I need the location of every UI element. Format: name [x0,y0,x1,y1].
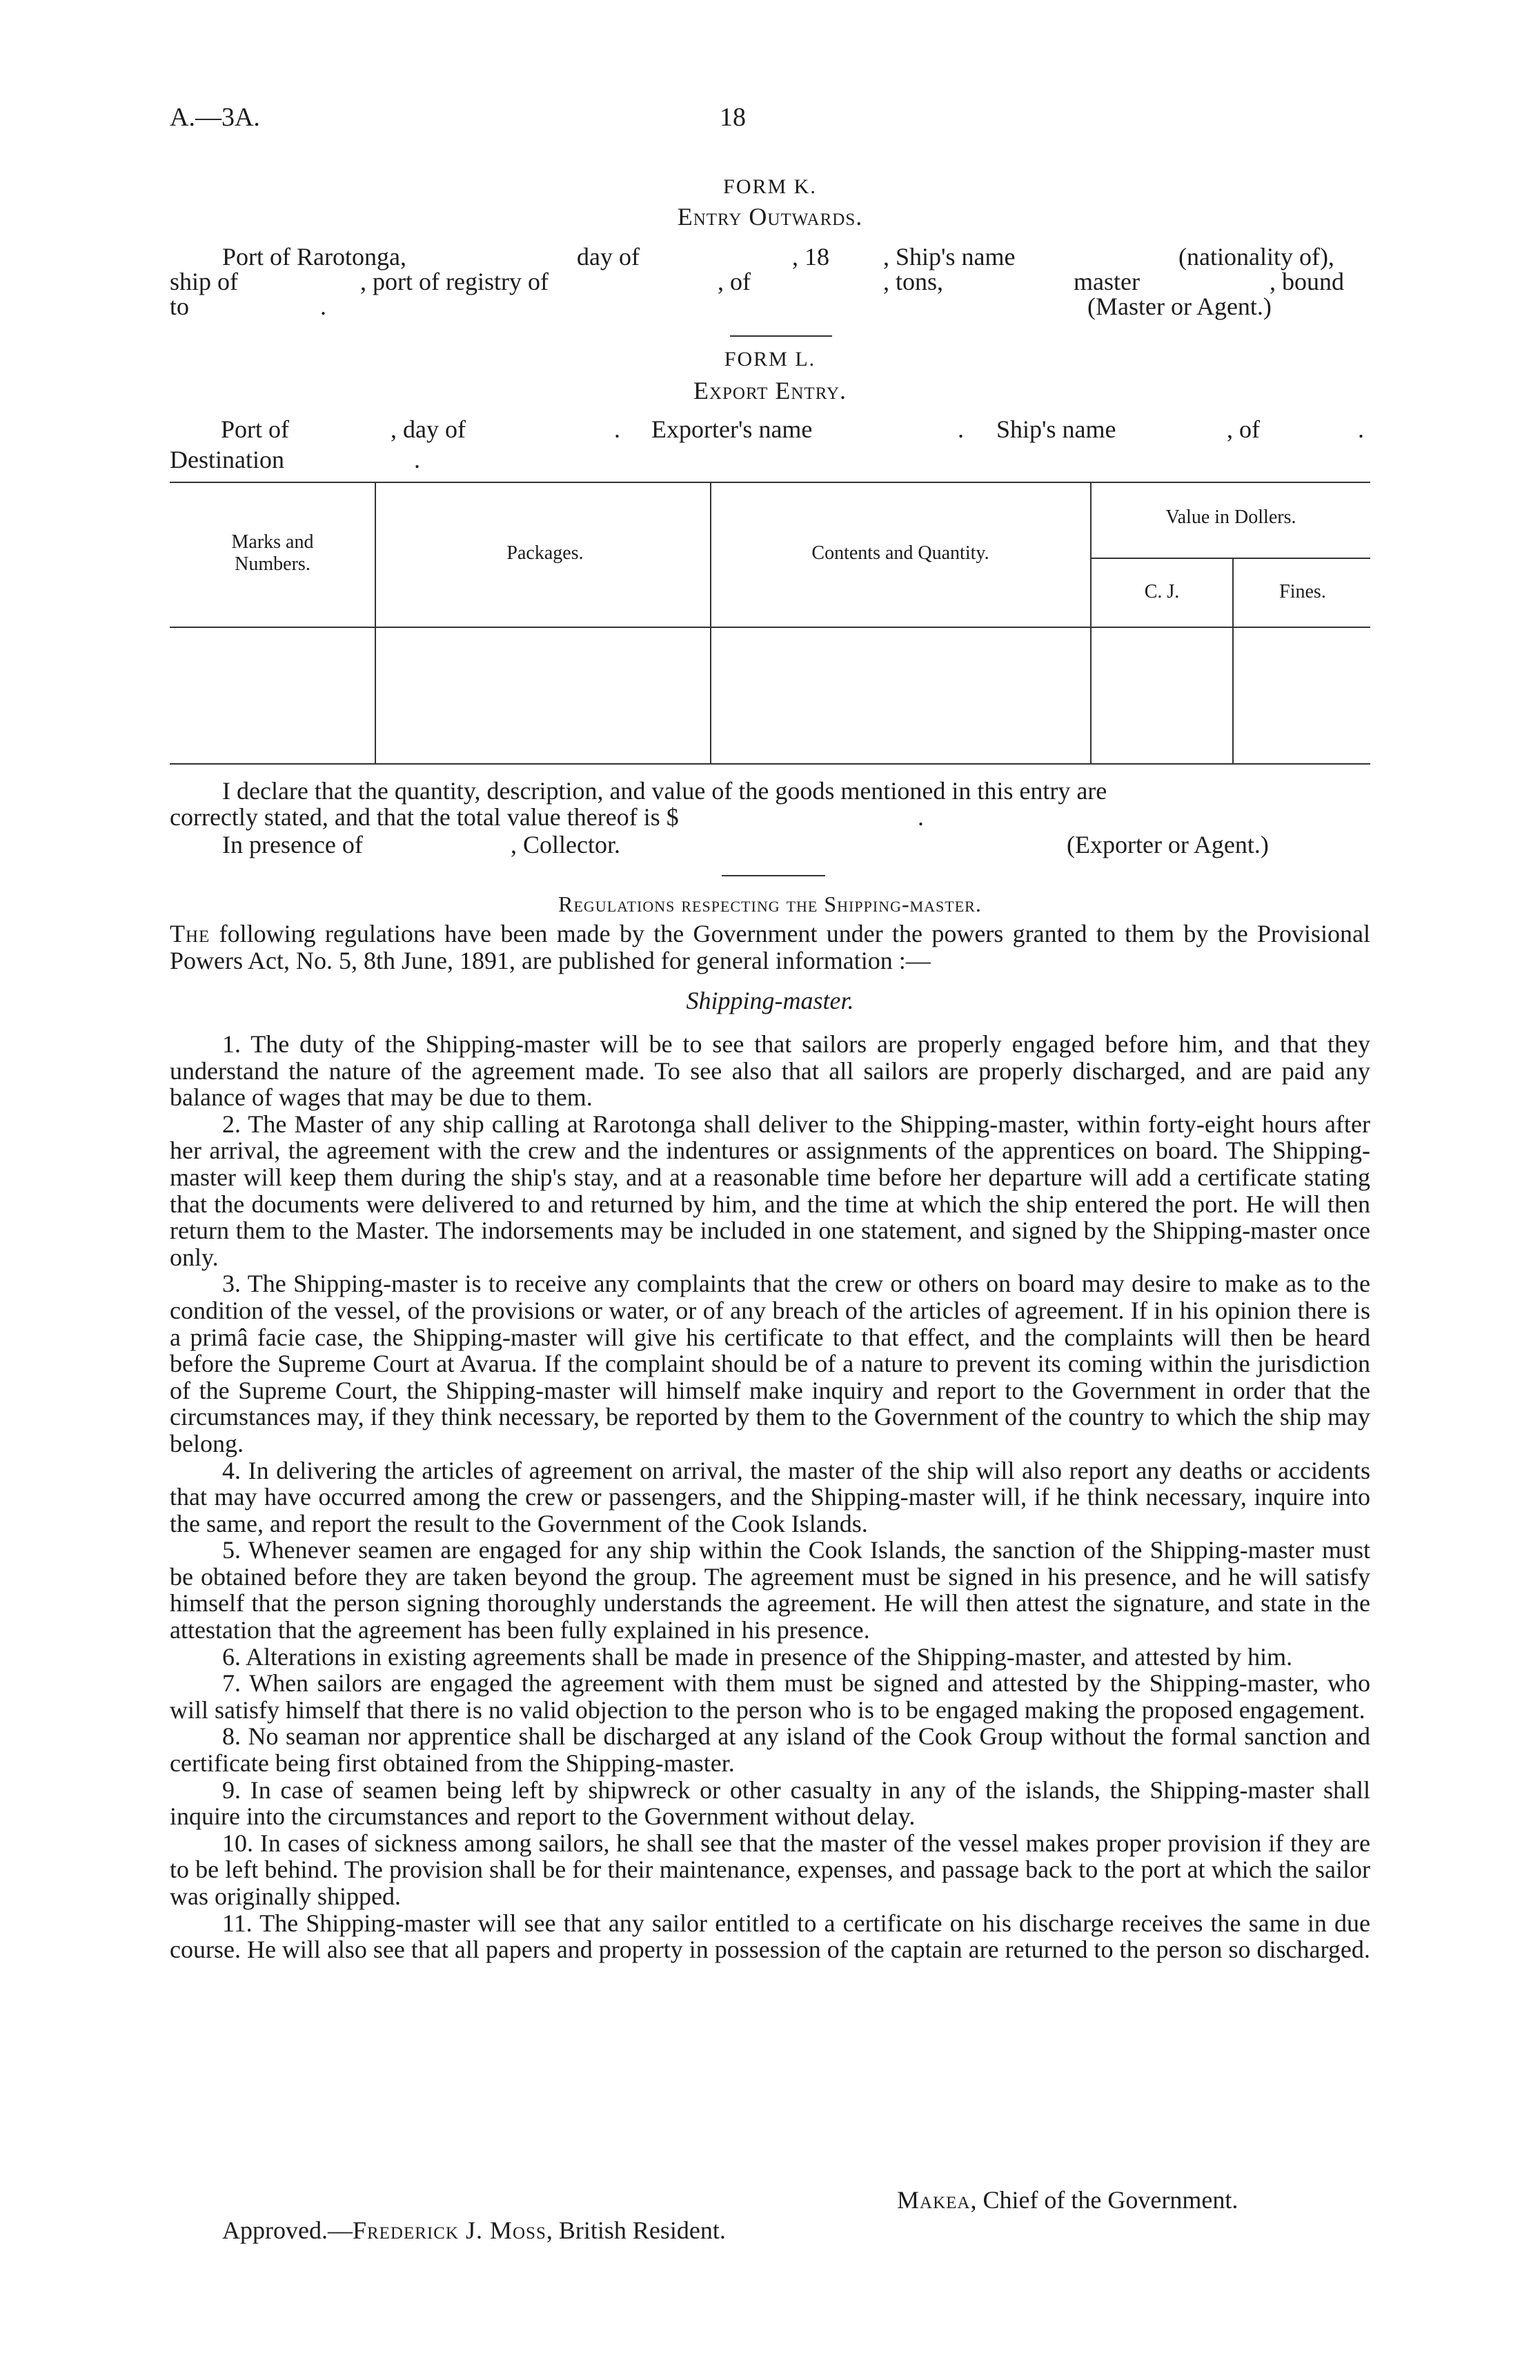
signature-name: Makea [897,2186,971,2214]
form-k-nationality-label: (nationality of), [1178,243,1334,271]
form-l-of-label: , of [1227,415,1260,443]
form-k-tons-label: , tons, [883,268,944,295]
table-column-divider [1090,482,1092,764]
regulation-item: 4. In delivering the articles of agreement on arrival, the master of the ship will also report any deaths or accidents that may have occurred among the crew or passengers, and the Shipping-master will, if he think necessary, inquire into the same, and report the result to the Government of the Cook Islands. [170,1456,1370,1537]
regulations-list [170,1031,1370,1963]
form-l-destination-label: Destination [170,446,284,473]
form-k-of-label: , of [718,268,751,295]
declaration-line-2: correctly stated, and that the total value thereof is $ [170,803,679,831]
table-top-rule [170,482,1370,483]
exporter-or-agent: (Exporter or Agent.) [1067,831,1269,858]
table-header-rule [170,627,1370,628]
form-k-registry-label: , port of registry of [360,268,549,295]
value-subheader-rule [1090,558,1370,559]
form-l-title: FORM L. [724,348,816,371]
form-k-ship-of-label: ship of [170,268,238,295]
approved-label: Approved.— [222,2216,353,2244]
presence-label: In presence of [222,831,363,858]
regulations-heading: Regulations respecting the Shipping-master. [558,892,982,916]
approved-name: Frederick J. Moss [352,2216,546,2244]
collector-label: , Collector. [511,831,620,858]
form-l-port-label: Port of [221,415,289,443]
form-l-subtitle: Export Entry. [693,377,847,404]
form-l-day-label: , day of [391,415,466,443]
form-k-master-or-agent: (Master or Agent.) [1087,293,1272,320]
form-l-destination-period: . [414,446,420,473]
form-l-ship-name-label: Ship's name [996,415,1116,443]
regulation-item: 9. In case of seamen being left by shipwreck or other casualty in any of the islands, the Shipping-master shall inquire into the circumstances and report to the Government without delay. [170,1776,1370,1831]
column-header-fines: Fines. [1279,581,1326,602]
form-k-title: FORM K. [723,175,817,198]
document-reference: A.—3A. [170,103,260,132]
form-l-exporter-label: Exporter's name [651,415,813,443]
regulations-divider [722,875,825,876]
declaration-line-1: I declare that the quantity, description, and value of the goods mentioned in this entry are [222,777,1107,805]
form-k-divider [730,335,832,337]
regulation-item: 2. The Master of any ship calling at Rarotonga shall deliver to the Shipping-master, within forty-eight hours after her arrival, the agreement with the crew and the indentures or assignments of the apprentices on board. The Shipping-master will keep them during the ship's stay, and at a reasonable time before her departure will add a certificate stating that the documents were delivered to and returned by him, and the time at which the ship entered the port. He will then return them to the Master. The indorsements may be included in one statement, and signed by the Shipping-master once only. [170,1110,1370,1271]
regulation-item: 5. Whenever seamen are engaged for any ship within the Cook Islands, the sanction of the Shipping-master must be obtained before they are taken beyond the group. The agreement must be signed in his presence, and he will satisfy himself that the person signing thoroughly understands the agreement. He will then attest the signature, and state in the attestation that the agreement has been fully explained in his presence. [170,1536,1370,1644]
form-k-to-label: to [170,293,190,320]
form-k-subtitle: Entry Outwards. [677,203,863,230]
shipping-master-subheading: Shipping-master. [686,987,854,1014]
form-k-day-label: day of [577,243,640,271]
column-header-marks: Marks and Numbers. [231,531,314,575]
column-header-value: Value in Dollers. [1165,507,1296,528]
column-header-packages: Packages. [506,542,584,564]
form-k-master-label: master [1074,268,1140,295]
regulation-item: 10. In cases of sickness among sailors, he shall see that the master of the vessel makes proper provision if they are to be left behind. The provision shall be for their maintenance, expenses, and passage back to the port at which the sailor was originally shipped. [170,1829,1370,1910]
column-header-cj: C. J. [1144,581,1180,602]
form-l-period-1: . [614,415,620,443]
declaration-period: . [918,803,924,831]
regulation-item: 3. The Shipping-master is to receive any complaints that the crew or others on board may desire to make as to the condition of the vessel, of the provisions or water, or of any breach of the articles of agreement. If in his opinion there is a primâ facie case, the Shipping-master will give his certificate to that effect, and the complaints will then be heard before the Supreme Court at Avarua. If the complaint should be of a nature to prevent its coming within the jurisdiction of the Supreme Court, the Shipping-master will himself make inquiry and report to the Government in order that the circumstances may, if they think necessary, be reported by them to the Government of the country to which the ship may belong. [170,1270,1370,1457]
signature-title: , Chief of the Government. [970,2186,1238,2214]
table-column-divider [375,482,376,764]
regulation-item: 7. When sailors are engaged the agreement with them must be signed and attested by the Shipping-master, who will satisfy himself that there is no valid objection to the person who is to be engaged making the proposed engagement. [170,1669,1370,1724]
signature-makea [897,2186,1238,2214]
form-k-ship-name-label: , Ship's name [883,243,1016,271]
regulation-item: 8. No seaman nor apprentice shall be discharged at any island of the Cook Group without the formal sanction and certificate being first obtained from the Shipping-master. [170,1722,1370,1778]
form-l-period-2: . [958,415,964,443]
regulation-item: 6. Alterations in existing agreements shall be made in presence of the Shipping-master, and attested by him. [222,1642,1293,1671]
table-bottom-rule [170,763,1370,765]
approval-line [222,2216,726,2244]
column-header-contents: Contents and Quantity. [811,542,989,564]
intro-lead: The [170,920,210,947]
form-k-bound-label: , bound [1270,268,1344,295]
approved-title: , British Resident. [546,2216,726,2244]
table-column-divider [1232,558,1234,764]
form-l-period-3: . [1358,415,1364,443]
form-k-to-period: . [320,293,326,320]
regulation-item: 1. The duty of the Shipping-master will be to see that sailors are properly engaged before him, and that they understand the nature of the agreement made. To see also that all sailors are properly discharged, and are paid any balance of wages that may be due to them. [170,1030,1370,1112]
table-column-divider [710,482,711,764]
form-k-year-label: , 18 [792,243,829,271]
regulation-item: 11. The Shipping-master will see that any sailor entitled to a certificate on his discharge receives the same in due course. He will also see that all papers and property in possession of the captain are returned to the person so discharged. [170,1909,1370,1964]
regulations-intro [170,921,1370,974]
page-number: 18 [720,103,746,132]
intro-text: following regulations have been made by the Government under the powers granted to them by the Provisional Powers Act, No. 5, 8th June, 1891, are published for general information :— [170,920,1371,974]
form-k-port-label: Port of Rarotonga, [222,243,406,271]
